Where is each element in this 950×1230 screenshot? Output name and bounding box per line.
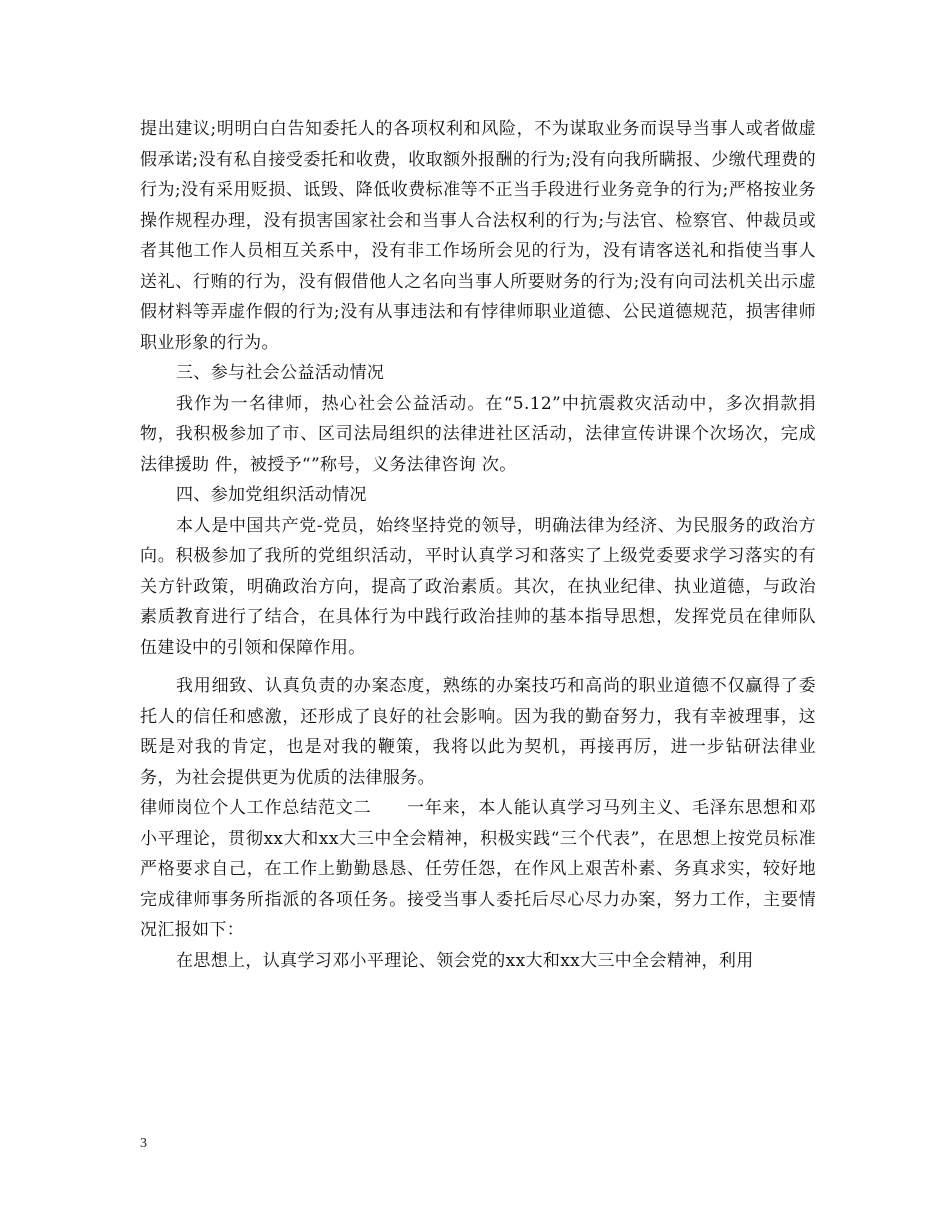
paragraph-1: 提出建议;明明白白告知委托人的各项权利和风险，不为谋取业务而误导当事人或者做虚假承诺;没有私自接受委托和收费，收取额外报酬的行为;没有向我所瞒报、少缴代理费的行为;没有采用贬损、诋毁、降低收费标准等不正当手段进行业务竞争的行为;严格按业务操作规程办理，没有损害国家社会和当事人合法权利的行为;与法官、检察官、仲裁员或者其他工作人员相互关系中，没有非工作场所会见的行为，没有请客送礼和指使当事人送礼、行贿的行为，没有假借他人之名向当事人所要财务的行为;没有向司法机关出示虚假材料等弄虚作假的行为;没有从事违法和有悖律师职业道德、公民道德规范，损害律师职业形象的行为。 [140, 119, 816, 353]
paragraph-ideology: 在思想上，认真学习邓小平理论、领会党的xx大和xx大三中全会精神，利用 [176, 950, 754, 971]
paragraph-conduct: 我用细致、认真负责的办案态度，熟练的办案技巧和高尚的职业道德不仅赢得了委托人的信任和感激，还形成了良好的社会影响。因为我的勤奋努力，我有幸被理事，这既是对我的肯定，也是对我的鞭策，我将以此为契机，再接再厉，进一步钻研法律业务，为社会提供更为优质的法律服务。 [140, 676, 816, 788]
page-number: 3 [140, 1136, 147, 1151]
paragraph-sample-two: 律师岗位个人工作总结范文二 一年来，本人能认真学习马列主义、毛泽东思想和邓小平理论，贯彻xx大和xx大三中全会精神，积极实践“三个代表”，在思想上按党员标准严格要求自己，在工作上勤勤恳恳、任劳任怨，在作风上艰苦朴素、务真求实，较好地完成律师事务所指派的各项任务。接受当事人委托后尽心尽力办案，努力工作，主要情况汇报如下： [140, 798, 816, 940]
paragraph-party-activities: 本人是中国共产党-党员，始终坚持党的领导，明确法律为经济、为民服务的政治方向。积极参加了我所的党组织活动，平时认真学习和落实了上级党委要求学习落实的有关方针政策，明确政治方向，提高了政治素质。其次，在执业纪律、执业道德，与政治素质教育进行了结合，在具体行为中践行政治挂帅的基本指导思想，发挥党员在律师队伍建设中的引领和保障作用。 [140, 515, 816, 658]
section-heading-3: 三、参与社会公益活动情况 [176, 363, 385, 383]
document-body [140, 114, 816, 976]
paragraph-public-welfare: 我作为一名律师，热心社会公益活动。在“5.12”中抗震救灾活动中，多次捐款捐物，我积极参加了市、区司法局组织的法律进社区活动，法律宣传讲课个次场次，完成法律援助 件，被授予“”称号，义务法律咨询 次。 [140, 393, 816, 475]
section-heading-4: 四、参加党组织活动情况 [176, 485, 367, 505]
